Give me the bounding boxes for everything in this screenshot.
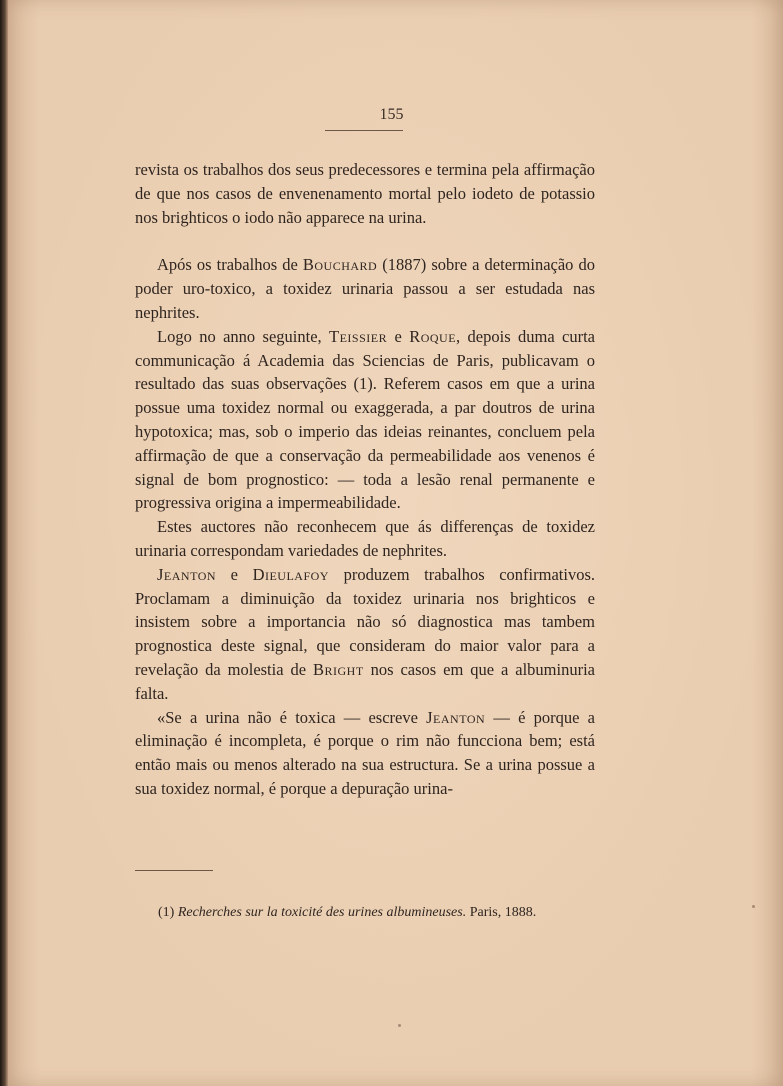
author-name: Bright xyxy=(313,659,364,679)
paragraph xyxy=(135,253,595,324)
paragraph xyxy=(135,515,595,563)
text-segment: (1887) sobre a determinação do poder uro-toxico, a toxidez urinaria passou a ser estudada nas nephrites. xyxy=(135,255,595,322)
text-segment: — é porque a eliminação é incompleta, é porque o rim não funcciona bem; está então mais ou menos alterado na sua estructura. Se a urina possue a sua toxidez normal, é porque a depuração urina- xyxy=(135,707,596,798)
paragraph xyxy=(135,158,595,229)
paper-speck xyxy=(752,905,755,908)
text-segment: Estes auctores não reconhecem que ás differenças de toxidez urinaria correspondam variedades de nephrites. xyxy=(135,517,595,560)
paragraph xyxy=(135,563,595,706)
footnote-rest: Paris, 1888. xyxy=(469,905,537,920)
text-segment: , depois duma curta communicação á Academia das Sciencias de Paris, publicavam o resultado das suas observações (1). Referem casos em que a urina possue uma toxidez normal ou exaggerada, a par doutros de urina hypotoxica; mas, sob o imperio das ideias reinantes, concluem pela affirmação de que a conservação da permeabilidade aos venenos é signal de bom prognostico: — toda a lesão renal permanente e progressiva origina a impermeabilidade. xyxy=(135,326,595,513)
author-name: Teissier xyxy=(329,326,388,346)
text-segment: e xyxy=(216,564,253,584)
text-segment: «Se a urina não é toxica — escreve xyxy=(157,707,427,727)
text-segment: Logo no anno seguinte, xyxy=(157,326,330,346)
footnote-rule xyxy=(135,870,213,871)
footnote xyxy=(158,905,598,921)
paragraph xyxy=(135,325,595,515)
text-segment: Após os trabalhos de xyxy=(157,255,303,275)
footnote-marker: (1) xyxy=(158,905,175,920)
paragraph xyxy=(135,706,595,801)
author-name: Jeanton xyxy=(157,564,217,584)
text-segment: e xyxy=(387,326,410,346)
paper-speck xyxy=(398,1024,401,1027)
author-name: Roque xyxy=(409,326,457,346)
author-name: Jeanton xyxy=(426,707,486,727)
page-number: 155 xyxy=(379,106,404,123)
text-segment: nos casos em que a albuminuria falta. xyxy=(135,659,595,703)
body-text xyxy=(135,158,595,801)
footnote-title: Recherches sur la toxicité des urines albumineuses. xyxy=(177,905,467,920)
page-left-edge xyxy=(0,0,8,1086)
text-segment: produzem trabalhos confirmativos. Proclamam a diminuição da toxidez urinaria nos brighticos e insistem sobre a importancia não só diagnostica mas tambem prognostica deste signal, que consideram do maior valor para a revelação da molestia de xyxy=(135,564,596,679)
text-segment: revista os trabalhos dos seus predecessores e termina pela affirmação de que nos casos de envenenamento mortal pelo iodeto de potassio nos brighticos o iodo não apparece na urina. xyxy=(135,160,595,227)
author-name: Bouchard xyxy=(302,255,378,275)
header-rule xyxy=(325,130,403,131)
author-name: Dieulafoy xyxy=(252,564,329,584)
